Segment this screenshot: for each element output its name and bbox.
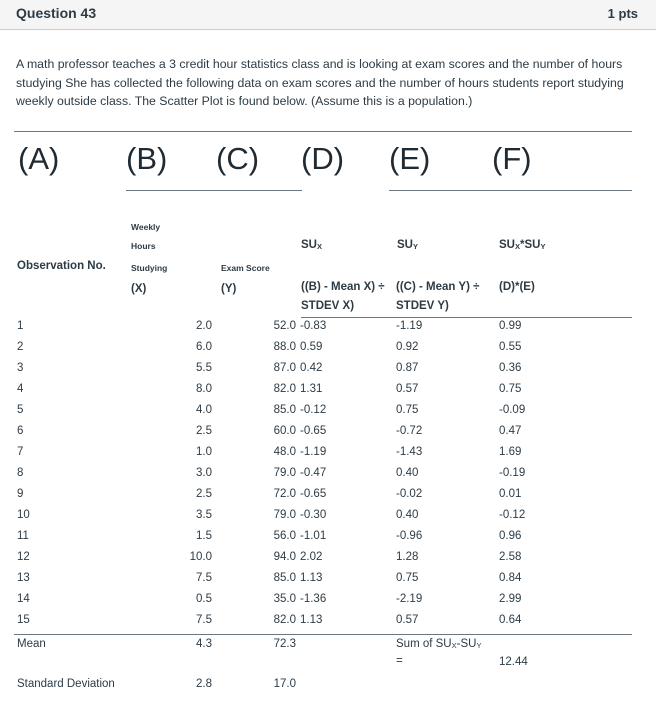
table-cell-prod: 0.36 — [499, 362, 522, 374]
table-cell-sux: -1.01 — [300, 530, 327, 542]
table-cell-x: 2.5 — [196, 425, 212, 437]
mean-y: 72.3 — [273, 638, 296, 650]
table-cell-x: 10.0 — [189, 551, 212, 563]
table-cell-sux: -0.12 — [300, 404, 327, 416]
table-cell-obs: 6 — [17, 425, 24, 437]
header-sux: $SU_X$ — [301, 239, 322, 251]
table-cell-suy: -1.19 — [396, 320, 423, 332]
column-letter-d: (D) — [301, 141, 345, 176]
stdev-x: 2.8 — [196, 678, 212, 690]
table-cell-y: 94.0 — [273, 551, 296, 563]
header-e-formula-2: STDEV Y) — [396, 300, 449, 312]
table-cell-y: 79.0 — [273, 509, 296, 521]
table-cell-suy: 0.75 — [396, 572, 419, 584]
table-cell-prod: 0.55 — [499, 341, 522, 353]
table-cell-y: 87.0 — [273, 362, 296, 374]
table-cell-x: 3.5 — [196, 509, 212, 521]
table-cell-x: 2.0 — [196, 320, 212, 332]
column-letter-c: (C) — [216, 141, 260, 176]
table-cell-y: 85.0 — [273, 404, 296, 416]
table-cell-y: 82.0 — [273, 614, 296, 626]
table-cell-obs: 4 — [17, 383, 24, 395]
table-cell-suy: 0.40 — [396, 467, 419, 479]
mean-x: 4.3 — [196, 638, 212, 650]
table-cell-obs: 3 — [17, 362, 24, 374]
top-rule — [14, 131, 632, 132]
table-cell-prod: 2.58 — [499, 551, 522, 563]
table-cell-sux: -0.65 — [300, 488, 327, 500]
table-cell-suy: 0.57 — [396, 383, 419, 395]
table-cell-obs: 2 — [17, 341, 24, 353]
table-cell-x: 8.0 — [196, 383, 212, 395]
table-cell-x: 1.5 — [196, 530, 212, 542]
header-suy: $SU_Y$ — [397, 239, 418, 251]
table-cell-y: 52.0 — [273, 320, 296, 332]
table-cell-y: 88.0 — [273, 341, 296, 353]
table-cell-suy: 0.57 — [396, 614, 419, 626]
table-cell-prod: 2.99 — [499, 593, 522, 605]
column-letter-a: (A) — [18, 141, 60, 176]
table-cell-suy: 0.87 — [396, 362, 419, 374]
table-cell-sux: -0.47 — [300, 467, 327, 479]
table-cell-obs: 8 — [17, 467, 24, 479]
table-cell-sux: 1.31 — [300, 383, 323, 395]
table-cell-prod: -0.19 — [499, 467, 526, 479]
table-cell-x: 4.0 — [196, 404, 212, 416]
header-e-formula-1: ((C) - Mean Y) ÷ — [396, 281, 480, 293]
table-cell-y: 82.0 — [273, 383, 296, 395]
table-cell-x: 2.5 — [196, 488, 212, 500]
table-cell-prod: 0.96 — [499, 530, 522, 542]
header-exam-y: (Y) — [221, 283, 237, 295]
header-hours-x: (X) — [131, 283, 147, 295]
table-cell-y: 56.0 — [273, 530, 296, 542]
table-cell-y: 85.0 — [273, 572, 296, 584]
header-d-formula-1: ((B) - Mean X) ÷ — [301, 281, 385, 293]
header-d-formula-2: STDEV X) — [301, 300, 355, 312]
header-hours-1: Weekly — [131, 222, 161, 232]
header-exam: Exam Score — [221, 263, 270, 273]
table-cell-obs: 15 — [17, 614, 30, 626]
table-cell-y: 72.0 — [273, 488, 296, 500]
table-cell-x: 7.5 — [196, 572, 212, 584]
table-cell-suy: -0.72 — [396, 425, 423, 437]
table-cell-y: 35.0 — [273, 593, 296, 605]
question-header — [0, 0, 656, 30]
table-cell-y: 79.0 — [273, 467, 296, 479]
table-cell-suy: -1.43 — [396, 446, 423, 458]
table-cell-x: 5.5 — [196, 362, 212, 374]
table-cell-prod: 0.84 — [499, 572, 522, 584]
table-cell-y: 48.0 — [273, 446, 296, 458]
table-cell-x: 3.0 — [196, 467, 212, 479]
stdev-label: Standard Deviation — [17, 678, 115, 690]
table-cell-sux: 1.13 — [300, 572, 323, 584]
table-cell-obs: 9 — [17, 488, 24, 500]
table-cell-suy: -0.96 — [396, 530, 423, 542]
table-cell-sux: 0.59 — [300, 341, 323, 353]
table-cell-suy: 1.28 — [396, 551, 419, 563]
table-cell-suy: 0.75 — [396, 404, 419, 416]
table-cell-prod: 0.01 — [499, 488, 522, 500]
table-cell-prod: 0.99 — [499, 320, 522, 332]
table-cell-obs: 12 — [17, 551, 30, 563]
letter-underline-right — [389, 190, 632, 191]
sum-equals: = — [396, 655, 403, 667]
sum-label: Sum of $SU_X-SU_Y$ — [396, 638, 482, 650]
table-cell-suy: -2.19 — [396, 593, 423, 605]
table-cell-x: 7.5 — [196, 614, 212, 626]
table-cell-obs: 7 — [17, 446, 24, 458]
table-cell-prod: 0.64 — [499, 614, 522, 626]
header-f-formula: (D)*(E) — [499, 281, 535, 293]
table-cell-prod: -0.12 — [499, 509, 526, 521]
sum-value: 12.44 — [499, 656, 528, 668]
table-cell-suy: -0.02 — [396, 488, 423, 500]
table-cell-obs: 1 — [17, 320, 24, 332]
table-cell-prod: 1.69 — [499, 446, 522, 458]
table-cell-sux: -0.83 — [300, 320, 327, 332]
question-points: 1 pts — [607, 6, 638, 21]
header-observation: Observation No. — [17, 260, 106, 272]
column-letter-f: (F) — [492, 141, 532, 176]
table-cell-obs: 11 — [17, 530, 29, 542]
mean-rule — [14, 634, 632, 635]
table-cell-prod: -0.09 — [499, 404, 526, 416]
question-title: Question 43 — [16, 5, 97, 21]
table-cell-x: 0.5 — [196, 593, 212, 605]
table-cell-sux: -0.65 — [300, 425, 327, 437]
column-letter-e: (E) — [389, 141, 431, 176]
table-cell-x: 1.0 — [196, 446, 212, 458]
header-hours-2: Hours — [131, 241, 156, 251]
header-suxsuy: $SU_X*SU_Y$ — [499, 239, 546, 251]
letter-underline-left — [126, 190, 302, 191]
table-cell-sux: 1.13 — [300, 614, 323, 626]
table-cell-y: 60.0 — [273, 425, 296, 437]
table-cell-sux: 2.02 — [300, 551, 323, 563]
table-cell-prod: 0.47 — [499, 425, 522, 437]
column-letter-b: (B) — [126, 141, 168, 176]
header-rule — [301, 317, 632, 318]
stdev-y: 17.0 — [273, 678, 296, 690]
header-hours-3: Studying — [131, 263, 168, 273]
table-cell-prod: 0.75 — [499, 383, 522, 395]
table-cell-suy: 0.92 — [396, 341, 419, 353]
table-cell-sux: -1.36 — [300, 593, 327, 605]
table-cell-obs: 13 — [17, 572, 30, 584]
question-text: A math professor teaches a 3 credit hour statistics class and is looking at exam scores and the number of hours studying She has collected the following data on exam scores and the number of hours students report studying weekly outside class. The Scatter Plot is found below. (Assume this is a population.) — [16, 57, 624, 109]
table-cell-obs: 5 — [17, 404, 24, 416]
table-cell-sux: 0.42 — [300, 362, 323, 374]
mean-label: Mean — [17, 638, 46, 650]
table-cell-x: 6.0 — [196, 341, 212, 353]
table-cell-suy: 0.40 — [396, 509, 419, 521]
table-cell-obs: 10 — [17, 509, 30, 521]
table-cell-sux: -1.19 — [300, 446, 327, 458]
table-cell-sux: -0.30 — [300, 509, 327, 521]
table-cell-obs: 14 — [17, 593, 30, 605]
